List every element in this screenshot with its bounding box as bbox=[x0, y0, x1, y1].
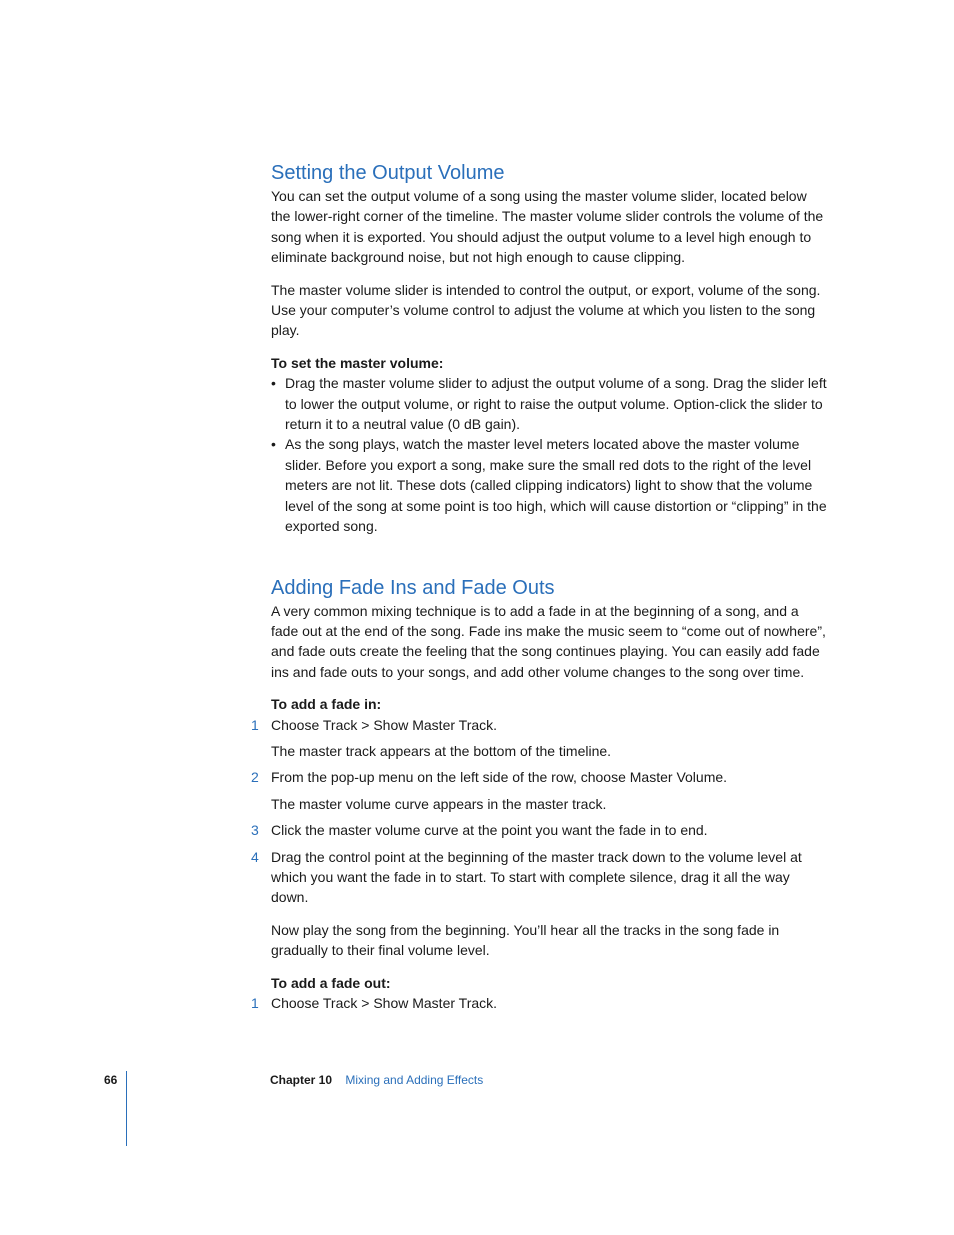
step-item bbox=[251, 847, 827, 908]
bullet-item bbox=[271, 434, 827, 536]
step-result: The master track appears at the bottom of the timeline. bbox=[271, 742, 612, 759]
step-text: Drag the control point at the beginning of the master track down to the volume level at which you want the fade in to start. To start with complete silence, drag it all the way down. bbox=[271, 848, 802, 906]
step-number: 4 bbox=[251, 848, 259, 865]
step-item bbox=[251, 993, 827, 1013]
step-number: 3 bbox=[251, 822, 259, 839]
step-item bbox=[251, 820, 827, 840]
task-title: To set the master volume: bbox=[271, 354, 444, 371]
page-content bbox=[251, 160, 827, 1013]
step-text: Choose Track > Show Master Track. bbox=[271, 995, 498, 1011]
task-title: To add a fade in: bbox=[271, 696, 382, 713]
chapter-label: Chapter 10 bbox=[270, 1073, 333, 1087]
footer-chapter bbox=[270, 1073, 483, 1087]
bullet-marker: • bbox=[271, 436, 276, 453]
section-heading-fades: Adding Fade Ins and Fade Outs bbox=[271, 576, 555, 599]
step-number: 1 bbox=[251, 995, 259, 1011]
body-paragraph: The master volume slider is intended to control the output, or export, volume of the song. Use your computer’s volume control to adjust the volume at which you listen to the song play. bbox=[271, 281, 821, 339]
body-paragraph: A very common mixing technique is to add a fade in at the beginning of a song, and a fade out at the end of the song. Fade ins make the music seem to “come out of nowhere”, and fade outs create the feeling that the song continues playing. You can easily add fade ins and fade outs to your songs, and add other volume changes to the song over time. bbox=[271, 602, 826, 680]
page-number: 66 bbox=[104, 1073, 118, 1087]
bullet-text: As the song plays, watch the master level meters located above the master volume slider. Before you export a song, make sure the small red dots to the right of the level meters are not lit. These dots (called clipping indicators) light to show that the volume level of the song at some point is too high, which will cause distortion or “clipping” in the exported song. bbox=[285, 436, 827, 535]
bullet-item bbox=[271, 373, 827, 434]
step-text: Choose Track > Show Master Track. bbox=[271, 716, 498, 733]
bullet-marker: • bbox=[271, 375, 276, 392]
step-item bbox=[251, 715, 827, 735]
body-paragraph: You can set the output volume of a song using the master volume slider, located below the lower-right corner of the timeline. The master volume slider controls the volume of the song when it is exported. You should adjust the output volume to a level high enough to eliminate background noise, but not high enough to cause clipping. bbox=[271, 188, 824, 266]
section-heading-output-volume: Setting the Output Volume bbox=[271, 162, 505, 184]
step-text: From the pop-up menu on the left side of the row, choose Master Volume. bbox=[271, 769, 728, 786]
step-number: 2 bbox=[251, 769, 259, 786]
chapter-title: Mixing and Adding Effects bbox=[345, 1073, 484, 1087]
bullet-list bbox=[271, 373, 827, 536]
step-number: 1 bbox=[251, 716, 259, 733]
step-result: The master volume curve appears in the master track. bbox=[271, 795, 607, 812]
body-paragraph: Now play the song from the beginning. You’ll hear all the tracks in the song fade in gradually to their final volume level. bbox=[271, 921, 780, 959]
task-title: To add a fade out: bbox=[271, 974, 391, 991]
step-text: Click the master volume curve at the point you want the fade in to end. bbox=[271, 822, 708, 839]
bullet-text: Drag the master volume slider to adjust the output volume of a song. Drag the slider left to lower the output volume, or right to raise the output volume. Option-click the slider to return it to a neutral value (0 dB gain). bbox=[285, 375, 827, 433]
footer-divider bbox=[126, 1071, 127, 1146]
step-item bbox=[251, 767, 827, 787]
